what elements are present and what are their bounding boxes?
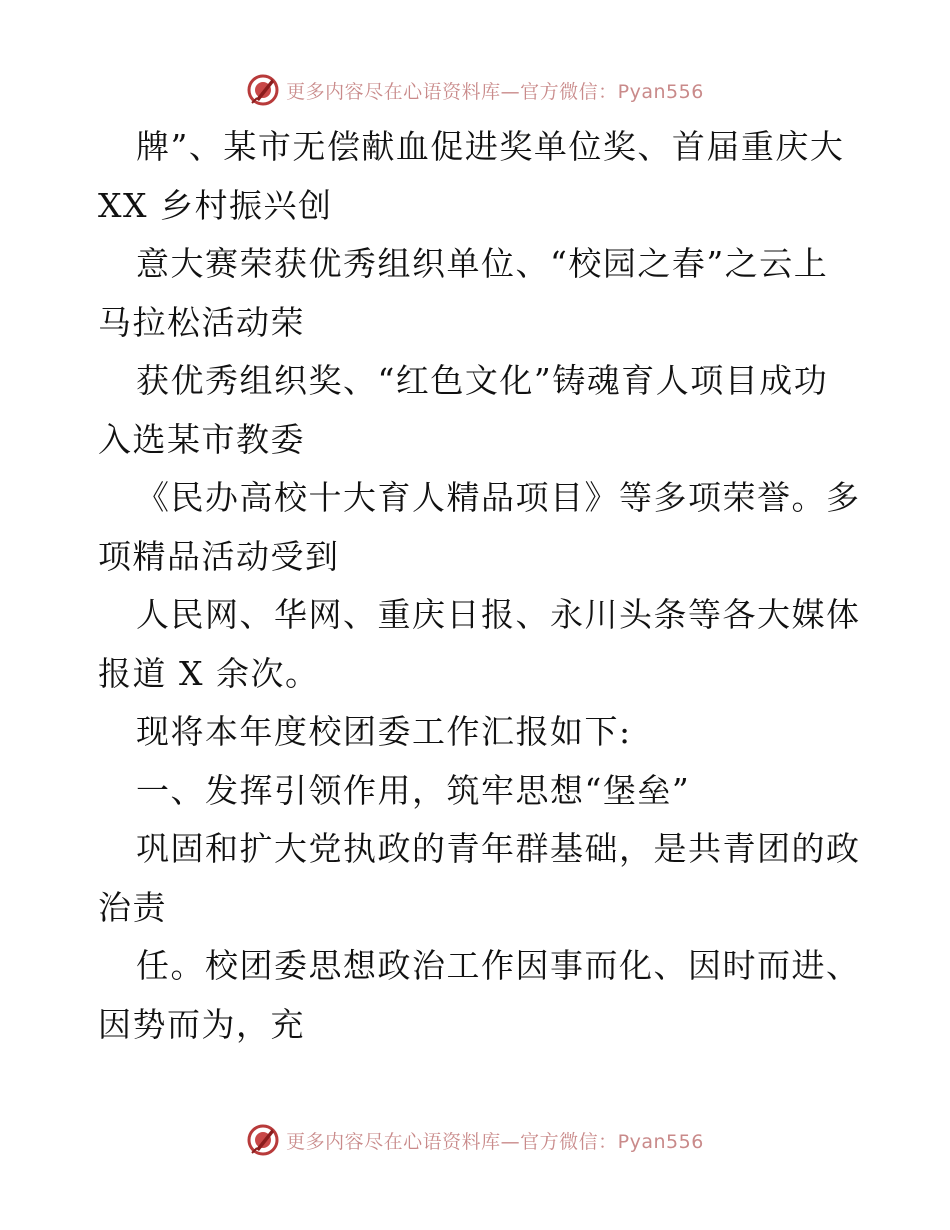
paragraph-line: 报道 X 余次。 <box>98 653 320 693</box>
header-banner <box>0 70 950 110</box>
quill-seal-icon <box>246 73 280 107</box>
section-heading: 一、发挥引领作用，筑牢思想“堡垒” <box>136 770 691 810</box>
paragraph-line: 项精品活动受到 <box>98 536 340 576</box>
paragraph-line: 意大赛荣获优秀组织单位、“校园之春”之云上 <box>136 244 829 283</box>
header-banner-text: 更多内容尽在心语资料库—官方微信：Pyan556 <box>286 80 704 103</box>
paragraph-line: 《民办高校十大育人精品项目》等多项荣誉。多 <box>136 478 861 517</box>
footer-banner-text: 更多内容尽在心语资料库—官方微信：Pyan556 <box>286 1130 704 1153</box>
paragraph-line: 因势而为，充 <box>98 1004 305 1044</box>
paragraph-line: 牌”、某市无偿献血促进奖单位奖、首届重庆大 <box>136 127 845 166</box>
paragraph-line: 马拉松活动荣 <box>98 302 305 342</box>
paragraph-line: 入选某市教委 <box>98 419 305 459</box>
paragraph-line: 现将本年度校团委工作汇报如下: <box>136 712 632 751</box>
quill-seal-icon <box>246 1123 280 1157</box>
paragraph-line: 巩固和扩大党执政的青年群基础，是共青团的政 <box>136 829 861 868</box>
paragraph-line: 获优秀组织奖、“红色文化”铸魂育人项目成功 <box>136 361 829 400</box>
paragraph-line: XX 乡村振兴创 <box>98 185 333 225</box>
paragraph-line: 人民网、华网、重庆日报、永川头条等各大媒体 <box>136 595 861 634</box>
document-body <box>98 118 861 1054</box>
paragraph-line: 任。校团委思想政治工作因事而化、因时而进、 <box>136 946 861 985</box>
footer-banner <box>0 1120 950 1160</box>
paragraph-line: 治责 <box>98 887 167 927</box>
